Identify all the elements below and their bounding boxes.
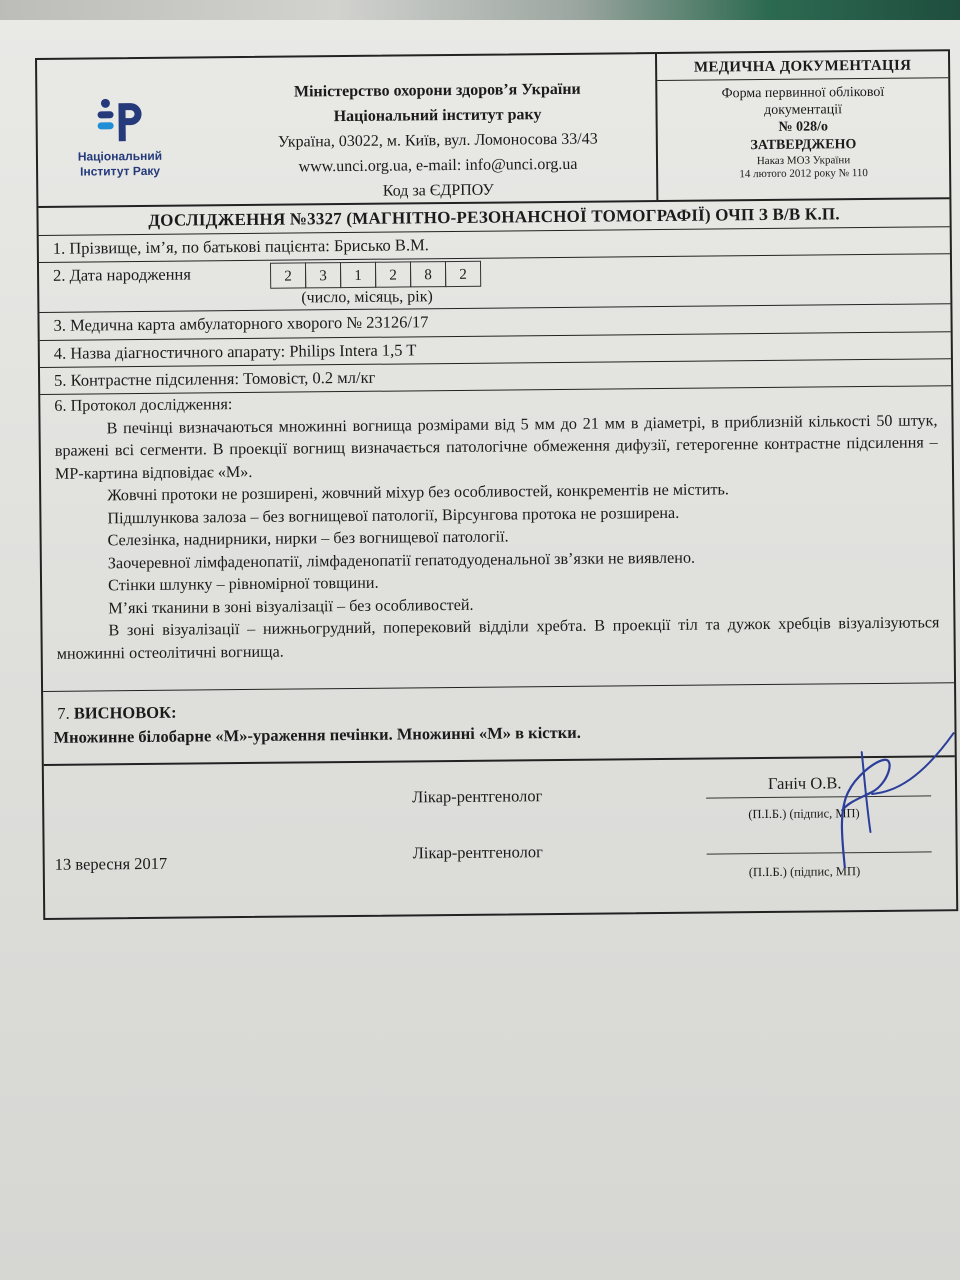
dob-hint: (число, місяць, рік) xyxy=(301,288,433,307)
medical-card-row: 3. Медична карта амбулаторного хворого № 23126/17 xyxy=(39,304,950,341)
institute-logo xyxy=(59,97,180,180)
radiologist-role-2: Лікар-рентгенолог xyxy=(412,842,543,863)
contrast-row: 5. Контрастне підсилення: Томовіст, 0.2 мл/кг xyxy=(40,359,951,395)
patient-name-row: 1. Прізвище, ім’я, по батькові пацієнта: Брисько В.М. xyxy=(39,227,950,263)
protocol-paragraph: Селезінка, наднирники, нирки – без вогнищевої патології. xyxy=(107,527,509,550)
logo-line-1: Національний xyxy=(77,148,163,164)
dob-cell: 3 xyxy=(305,262,341,288)
dob-cell: 2 xyxy=(375,261,411,287)
logo-line-2: Інститут Раку xyxy=(80,163,161,179)
form-header xyxy=(37,51,949,206)
medical-documentation-box xyxy=(655,51,949,200)
mri-report-form xyxy=(35,49,958,920)
report-date: 13 вересня 2017 xyxy=(54,853,168,874)
dob-cell: 2 xyxy=(270,262,306,288)
order-line-2: 14 лютого 2012 року № 110 xyxy=(739,167,868,181)
institute-logo-icon xyxy=(91,97,147,144)
conclusion-text: Множинне білобарне «М»-ураження печінки. Множинні «М» в кістки. xyxy=(53,722,581,747)
institute-name: Національний інститут раку xyxy=(333,106,542,126)
order-line-1: Наказ МОЗ України xyxy=(756,154,851,168)
dob-cell: 2 xyxy=(445,261,481,287)
protocol-paragraph: Стінки шлунку – рівномірної товщини. xyxy=(107,573,379,595)
form-number: № 028/о xyxy=(778,119,829,135)
radiologist-name-1: Ганіч О.В. xyxy=(767,773,842,793)
protocol-paragraph: М’які тканини в зоні візуалізації – без особливостей. xyxy=(108,595,474,617)
protocol-paragraph: Жовчні протоки не розширені, жовчний міхур без особливостей, конкрементів не містить. xyxy=(107,480,730,505)
form-line-1: Форма первинної облікової xyxy=(721,84,885,102)
radiologist-role-1: Лікар-рентгенолог xyxy=(412,786,543,807)
conclusion-number: 7. xyxy=(57,703,70,723)
med-doc-title: МЕДИЧНА ДОКУМЕНТАЦІЯ xyxy=(657,51,948,81)
dob-cell: 8 xyxy=(410,261,446,287)
protocol-paragraph: Підшлункова залоза – без вогнищевої патології, Вірсунгова протока не розширена. xyxy=(107,503,680,527)
protocol-paragraph: Заочеревної лімфаденопатії, лімфаденопатії гепатодуоденальної зв’язки не виявлено. xyxy=(107,548,696,572)
edrpou-code: Код за ЄДРПОУ xyxy=(382,181,494,200)
dob-cell: 1 xyxy=(340,262,376,288)
device-row: 4. Назва діагностичного апарату: Philips Intera 1,5 T xyxy=(40,332,951,368)
signature-hint-1: (П.І.Б.) (підпис, МП) xyxy=(748,806,860,822)
handwritten-signature xyxy=(804,731,960,883)
signature-hint-2: (П.І.Б.) (підпис, МП) xyxy=(748,864,861,880)
date-of-birth-row xyxy=(39,254,950,313)
institution-block xyxy=(217,76,658,205)
protocol-paragraph: В печінці визначаються множинні вогнища розмірами від 5 мм до 21 мм в діаметрі, в приблизній кількості 50 штук, вражені всі сегменти. В проекції вогнищ визначається патологічне обмеження дифузії, гетерогенне контрастне підсилення – МР-картина відповідає «М». xyxy=(54,410,938,483)
institute-address: Україна, 03022, м. Київ, вул. Ломоносова 33/43 xyxy=(277,130,598,151)
ministry-name: Міністерство охорони здоров’я України xyxy=(293,80,581,101)
report-title: ДОСЛІДЖЕННЯ №3327 (МАГНІТНО-РЕЗОНАНСНОЇ ТОМОГРАФІЇ) ОЧП З В/В К.П. xyxy=(38,197,949,236)
approved-label: ЗАТВЕРДЖЕНО xyxy=(750,137,857,154)
institute-contacts: www.unci.org.ua, e-mail: info@unci.org.ua xyxy=(298,155,578,176)
protocol-section xyxy=(40,386,954,692)
protocol-paragraph: В зоні візуалізації – нижньогрудний, поперековий відділи хребта. В проекції тіл та дужок хребців візуалізуються множинні остеолітичні вогнища. xyxy=(56,613,940,663)
logo-text xyxy=(60,149,180,180)
protocol-heading: 6. Протокол дослідження: xyxy=(54,395,233,415)
form-line-2: документації xyxy=(764,102,843,119)
conclusion-label: ВИСНОВОК: xyxy=(73,702,177,723)
dob-label: 2. Дата народження xyxy=(52,264,192,285)
